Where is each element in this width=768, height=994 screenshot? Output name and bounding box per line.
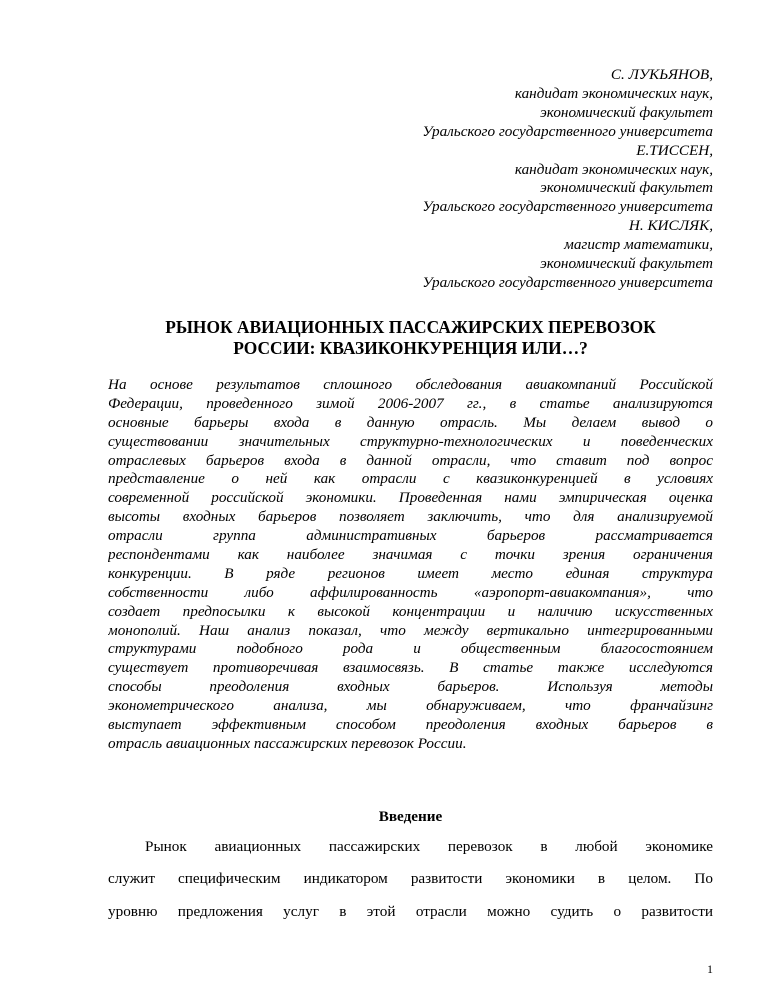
abstract-line: отраслевых барьеров входа в данной отрасли, что ставит под вопрос	[108, 451, 713, 469]
abstract-line: высоты входных барьеров позволяет заключить, что для анализируемой	[108, 508, 713, 526]
abstract-line: структурами подобного рода и общественным благосостоянием	[108, 640, 713, 658]
author-line: кандидат экономических наук,	[514, 84, 713, 102]
abstract-line: способы преодоления входных барьеров. Используя методы	[108, 678, 713, 696]
abstract-line: представление о ней как отрасли с квазиконкуренцией в условиях	[108, 470, 713, 488]
section-heading: Введение	[378, 808, 443, 825]
author-line: Уральского государственного университета	[422, 198, 713, 216]
abstract-line: современной российской экономики. Проведенная нами эмпирическая оценка	[108, 489, 713, 507]
author-line: экономический факультет	[540, 179, 713, 197]
author-line: С. ЛУКЬЯНОВ,	[610, 66, 713, 83]
title-line: РЫНОК АВИАЦИОННЫХ ПАССАЖИРСКИХ ПЕРЕВОЗОК	[165, 317, 656, 337]
body-text	[108, 831, 713, 928]
page-number: 1	[707, 962, 713, 976]
abstract-line: основные барьеры входа в данную отрасль. Мы делаем вывод о	[108, 413, 713, 431]
author-line: Е.ТИССЕН,	[636, 141, 713, 159]
abstract-line: монополий. Наш анализ показал, что между вертикально интегрированными	[108, 621, 713, 639]
author-line: магистр математики,	[564, 236, 713, 254]
title-line: РОССИИ: КВАЗИКОНКУРЕНЦИЯ ИЛИ…?	[233, 338, 588, 358]
author-line: Уральского государственного университета	[422, 273, 713, 291]
abstract	[108, 376, 713, 754]
article-title	[108, 317, 713, 359]
abstract-line: существовании значительных структурно-технологических и поведенческих	[108, 432, 713, 450]
body-line: служит специфическим индикатором развитости экономики в целом. По	[108, 870, 713, 888]
abstract-line: Федерации, проведенного зимой 2006-2007 гг., в статье анализируются	[108, 394, 713, 412]
abstract-line: создает предпосылки к высокой концентрации и наличию искусственных	[108, 602, 713, 620]
author-line: экономический факультет	[540, 255, 713, 273]
body-line: уровню предложения услуг в этой отрасли можно судить о развитости	[108, 902, 713, 920]
author-line: кандидат экономических наук,	[514, 160, 713, 178]
body-line: Рынок авиационных пассажирских перевозок в любой экономике	[145, 838, 713, 855]
author-block	[422, 66, 713, 293]
abstract-line: отрасль авиационных пассажирских перевозок России.	[108, 734, 467, 752]
author-line: экономический факультет	[540, 103, 713, 121]
abstract-line: конкуренции. В ряде регионов имеет место единая структура	[108, 564, 713, 582]
abstract-line: эконометрического анализа, мы обнаруживаем, что франчайзинг	[108, 697, 713, 715]
abstract-line: респондентами как наиболее значимая с точки зрения ограничения	[108, 546, 713, 564]
author-line: Уральского государственного университета	[422, 122, 713, 140]
abstract-line: существует противоречивая взаимосвязь. В статье также исследуются	[108, 659, 713, 677]
abstract-line: выступает эффективным способом преодоления входных барьеров в	[108, 716, 713, 734]
abstract-line: собственности либо аффилированность «аэропорт-авиакомпания», что	[108, 583, 713, 601]
author-line: Н. КИСЛЯК,	[628, 217, 713, 235]
abstract-line: На основе результатов сплошного обследования авиакомпаний Российской	[108, 376, 713, 393]
abstract-line: отрасли группа административных барьеров рассматривается	[108, 527, 713, 545]
